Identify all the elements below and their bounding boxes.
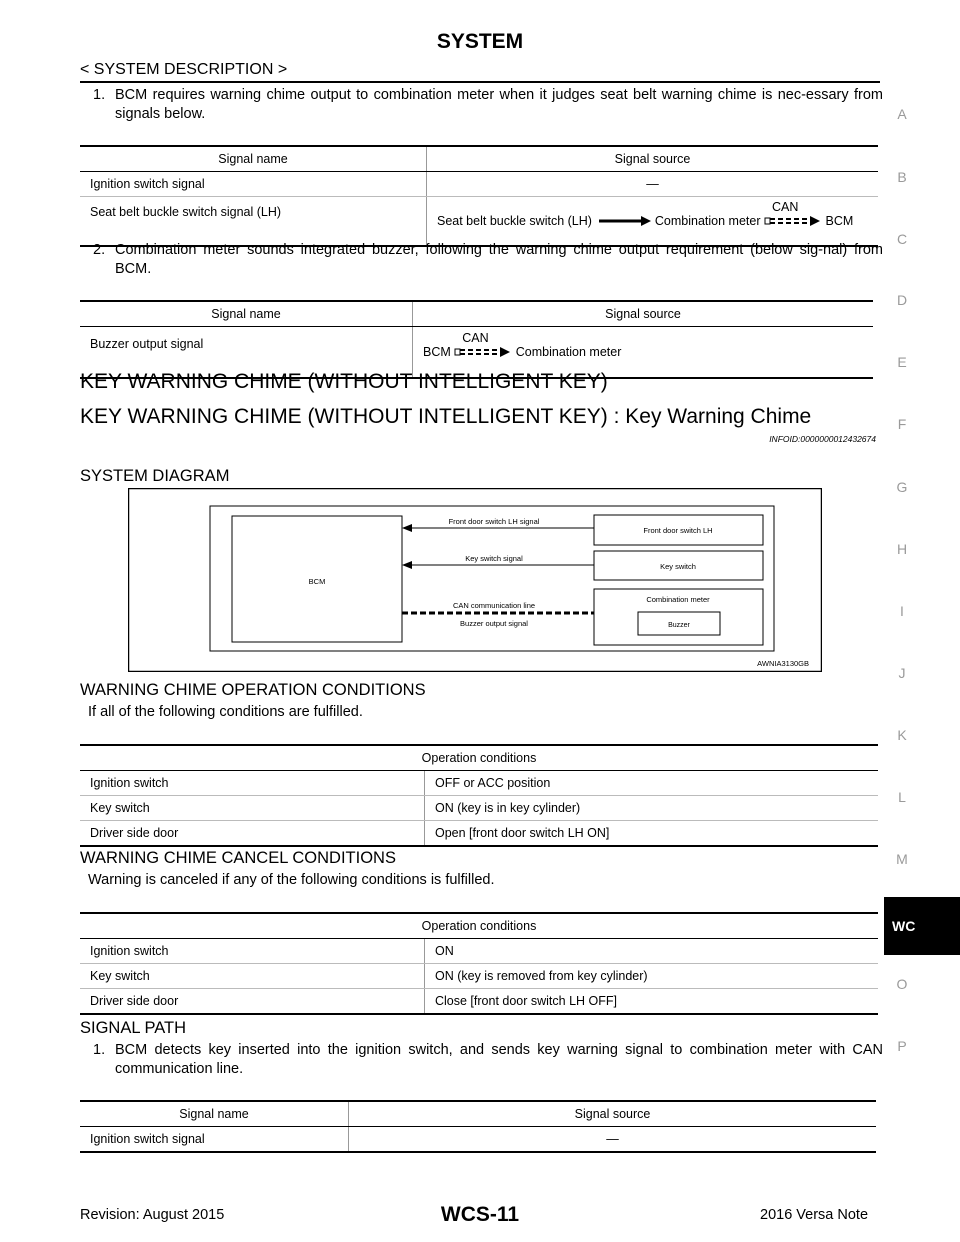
- table-row: Driver side door Close [front door switch LH OFF]: [80, 989, 878, 1015]
- side-index-m[interactable]: M: [896, 851, 908, 867]
- side-index-d[interactable]: D: [896, 292, 908, 308]
- table-header: Signal source: [427, 146, 879, 172]
- table-row: Key switch ON (key is removed from key cylinder): [80, 964, 878, 989]
- front-door-signal-label: Front door switch LH signal: [448, 517, 540, 526]
- can-label: CAN: [462, 331, 489, 346]
- info-id: INFOID:0000000012432674: [769, 434, 876, 444]
- front-door-switch-label: Front door switch LH: [643, 526, 713, 535]
- buzzer-signal-label: Buzzer output signal: [460, 619, 528, 628]
- system-diagram-heading: SYSTEM DIAGRAM: [80, 467, 230, 485]
- side-index-p[interactable]: P: [897, 1038, 907, 1054]
- operation-conditions-table: [80, 744, 878, 847]
- list-item: 1. BCM requires warning chime output to combination meter when it judges seat belt warning chime is nec-essary from signals below.: [93, 87, 883, 122]
- combination-meter-label: Combination meter: [646, 595, 710, 604]
- buzzer-label: Buzzer: [668, 622, 690, 629]
- side-index-g[interactable]: G: [896, 479, 908, 495]
- side-index-o[interactable]: O: [896, 976, 908, 992]
- side-index-f[interactable]: F: [897, 416, 907, 432]
- table-header: Signal name: [80, 301, 413, 327]
- can-label: CAN: [772, 200, 799, 215]
- subsection-heading: KEY WARNING CHIME (WITHOUT INTELLIGENT KEY) : Key Warning Chime: [80, 405, 812, 428]
- diagram-code: AWNIA3130GB: [757, 659, 809, 668]
- table-header: Signal source: [349, 1101, 877, 1127]
- table-row: Ignition switch signal —: [80, 172, 878, 197]
- bcm-label: BCM: [308, 577, 326, 586]
- signal-table-3: [80, 1100, 876, 1153]
- side-index-l[interactable]: L: [898, 789, 906, 805]
- table-header: Operation conditions: [80, 913, 878, 939]
- side-index-h[interactable]: H: [896, 541, 908, 557]
- table-header: Signal source: [413, 301, 874, 327]
- cancel-intro: Warning is canceled if any of the following conditions is fulfilled.: [88, 872, 495, 888]
- key-switch-signal-label: Key switch signal: [465, 554, 523, 563]
- model-name: 2016 Versa Note: [760, 1207, 869, 1223]
- section-heading: KEY WARNING CHIME (WITHOUT INTELLIGENT KEY): [80, 370, 608, 393]
- table-row: Key switch ON (key is in key cylinder): [80, 796, 878, 821]
- table-row: Ignition switch signal —: [80, 1127, 876, 1153]
- key-switch-label: Key switch: [660, 562, 696, 571]
- list-item: 2. Combination meter sounds integrated buzzer, following the warning chime output requirement (below sig-nal) from BCM.: [93, 242, 883, 277]
- table-row: Buzzer output signal BCM CAN Combination meter: [80, 327, 873, 379]
- table-row: Seat belt buckle switch signal (LH) Seat belt buckle switch (LH) Combination meter CAN BCM: [80, 197, 878, 247]
- list-item: 1. BCM detects key inserted into the ignition switch, and sends key warning signal to combination meter with CAN communication line.: [93, 1042, 883, 1077]
- table-row: Ignition switch OFF or ACC position: [80, 771, 878, 796]
- cancel-conditions-table: [80, 912, 878, 1015]
- side-index-j[interactable]: J: [898, 665, 906, 681]
- system-diagram: [128, 488, 822, 672]
- signal-table-2: [80, 300, 873, 379]
- signal-path-heading: SIGNAL PATH: [80, 1019, 187, 1037]
- signal-table-1: [80, 145, 878, 247]
- can-arrow-icon: [454, 345, 512, 359]
- table-header: Signal name: [80, 146, 427, 172]
- section-label: < SYSTEM DESCRIPTION >: [80, 61, 288, 78]
- side-index-b[interactable]: B: [897, 169, 907, 185]
- side-index-c[interactable]: C: [896, 231, 908, 247]
- side-index-k[interactable]: K: [897, 727, 907, 743]
- can-line-label: CAN communication line: [452, 601, 536, 610]
- table-header: Signal name: [80, 1101, 349, 1127]
- side-index-e[interactable]: E: [897, 354, 907, 370]
- operation-intro: If all of the following conditions are fulfilled.: [88, 704, 363, 720]
- side-index-i[interactable]: I: [900, 603, 904, 619]
- arrow-icon: [595, 214, 651, 228]
- revision-date: Revision: August 2015: [80, 1207, 225, 1223]
- side-index-a[interactable]: A: [897, 106, 907, 122]
- table-row: Ignition switch ON: [80, 939, 878, 964]
- table-row: Driver side door Open [front door switch LH ON]: [80, 821, 878, 847]
- page-number: WCS-11: [440, 1203, 520, 1226]
- cancel-conditions-heading: WARNING CHIME CANCEL CONDITIONS: [80, 849, 396, 867]
- page-title: SYSTEM: [436, 30, 524, 53]
- can-arrow-icon: [764, 214, 822, 228]
- table-header: Operation conditions: [80, 745, 878, 771]
- operation-conditions-heading: WARNING CHIME OPERATION CONDITIONS: [80, 681, 426, 699]
- side-tab-wcs[interactable]: WC: [884, 897, 960, 955]
- header-rule: [80, 81, 880, 83]
